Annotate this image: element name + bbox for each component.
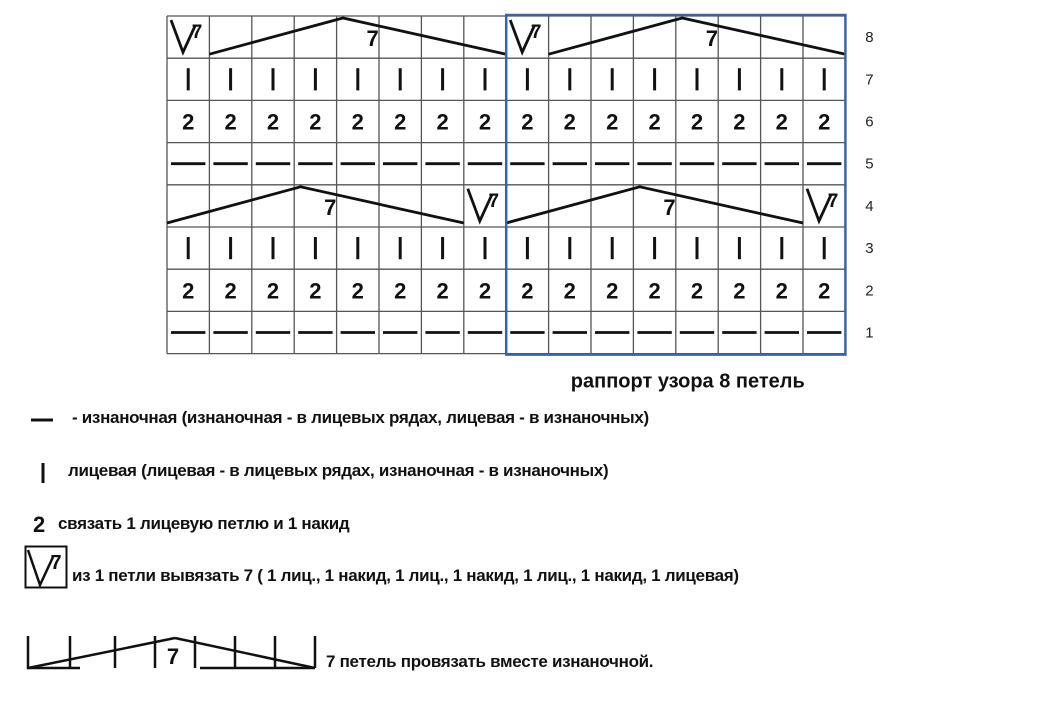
knit-yo-mark: 2 [563, 278, 576, 304]
knit-yo-mark: 2 [182, 278, 195, 304]
knit-yo-mark: 2 [394, 109, 407, 135]
increase-symbol-label: 7 [50, 552, 62, 574]
knit-yo-mark: 2 [182, 109, 195, 135]
row-number: 1 [865, 324, 874, 342]
increase-label: 7 [530, 22, 542, 43]
knit-yo-mark: 2 [690, 278, 704, 304]
increase-symbol-icon [24, 545, 68, 589]
knit-yo-mark: 2 [733, 109, 746, 135]
increase-label: 7 [488, 190, 500, 212]
knit-yo-mark: 2 [606, 109, 619, 135]
knit-yo-mark: 2 [309, 278, 322, 304]
knit-yo-mark: 2 [818, 109, 831, 135]
knit-yo-mark: 2 [648, 109, 661, 135]
knit-yo-mark: 2 [521, 109, 534, 135]
knit-yo-mark: 2 [563, 109, 576, 135]
knit-yo-mark: 2 [224, 109, 237, 135]
knit-yo-mark: 2 [351, 278, 364, 304]
knit-yo-mark: 2 [351, 109, 364, 135]
row-number: 2 [865, 282, 874, 300]
knit-yo-mark: 2 [436, 109, 449, 135]
row-number: 3 [865, 240, 874, 258]
increase-label: 7 [827, 190, 839, 212]
knit-yo-mark: 2 [266, 109, 280, 135]
legend-increase [0, 542, 1050, 592]
knit-yo-mark: 2 [521, 278, 534, 304]
decrease-arch [209, 18, 506, 54]
row-number: 4 [865, 197, 874, 215]
knit-yo-symbol: 2 [33, 512, 46, 537]
row-number: 8 [865, 29, 874, 47]
knit-yo-mark: 2 [436, 278, 449, 304]
decrease-arch [506, 187, 803, 223]
legend-increase-text: из 1 петли вывязать 7 ( 1 лиц., 1 накид, 1 лиц., 1 накид, 1 лиц., 1 накид, 1 лицевая) [72, 566, 739, 585]
knit-yo-mark: 2 [266, 278, 280, 304]
row-number: 5 [865, 155, 874, 173]
knit-yo-mark: 2 [606, 278, 619, 304]
purl-symbol-icon [30, 417, 54, 423]
knit-yo-mark: 2 [478, 109, 492, 135]
knit-yo-mark: 2 [309, 109, 322, 135]
knit-yo-mark: 2 [478, 278, 492, 304]
decrease-label: 7 [324, 194, 337, 220]
legend-knit [0, 455, 1050, 495]
increase-label: 7 [191, 22, 203, 43]
legend-purl [0, 405, 1050, 445]
knit-yo-mark: 2 [775, 278, 788, 304]
decrease-label: 7 [663, 194, 676, 220]
knit-yo-mark: 2 [690, 109, 704, 135]
rapport-label: раппорт узора 8 петель [570, 370, 805, 393]
knit-yo-mark: 2 [648, 278, 661, 304]
knit-symbol-icon [40, 462, 46, 484]
row-number: 7 [865, 71, 874, 89]
knit-yo-mark: 2 [394, 278, 407, 304]
knit-yo-mark: 2 [733, 278, 746, 304]
legend-decrease-text: 7 петель провязать вместе изнаночной. [326, 652, 654, 671]
legend-purl-text: - изнаночная (изнаночная - в лицевых рядах, лицевая - в изнаночных) [72, 408, 649, 427]
row-number: 6 [865, 113, 874, 131]
decrease-symbol-label: 7 [166, 644, 180, 669]
knit-yo-mark: 2 [775, 109, 788, 135]
decrease-symbol-icon [25, 628, 325, 674]
decrease-label: 7 [705, 26, 718, 51]
knit-yo-mark: 2 [224, 278, 237, 304]
legend-decrease [0, 628, 1050, 678]
legend-knit-yo-text: связать 1 лицевую петлю и 1 накид [58, 514, 350, 533]
knit-yo-mark: 2 [818, 278, 831, 304]
decrease-arch [167, 187, 464, 223]
decrease-arch [549, 18, 846, 54]
legend-knit-text: лицевая (лицевая - в лицевых рядах, изнаночная - в изнаночных) [68, 461, 609, 480]
decrease-label: 7 [366, 26, 379, 51]
